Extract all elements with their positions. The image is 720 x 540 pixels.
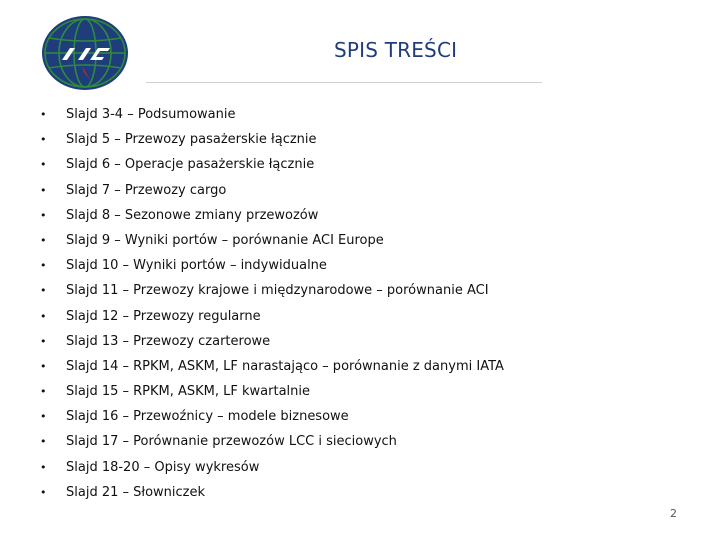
list-item-text: Slajd 12 – Przewozy regularne (66, 308, 261, 324)
bullet-icon: • (40, 460, 47, 474)
bullet-icon: • (40, 183, 47, 197)
list-item-text: Slajd 17 – Porównanie przewozów LCC i sieciowych (66, 434, 397, 450)
list-item-text: Slajd 9 – Wyniki portów – porównanie ACI Europe (66, 232, 384, 248)
bullet-icon: • (40, 233, 47, 247)
list-item-text: Slajd 14 – RPKM, ASKM, LF narastająco – porównanie z danymi IATA (66, 358, 504, 374)
list-item (40, 329, 504, 354)
list-item (40, 480, 504, 505)
list-item-text: Slajd 7 – Przewozy cargo (66, 182, 227, 198)
list-item (40, 429, 504, 454)
table-of-contents (40, 102, 504, 505)
bullet-icon: • (40, 334, 47, 348)
bullet-icon: • (40, 284, 47, 298)
bullet-icon: • (40, 108, 47, 121)
list-item (40, 102, 504, 127)
list-item (40, 379, 504, 404)
bullet-icon: • (40, 359, 47, 373)
list-item (40, 253, 504, 278)
list-item (40, 404, 504, 429)
list-item-text: Slajd 8 – Sezonowe zmiany przewozów (66, 207, 319, 223)
bullet-icon: • (40, 485, 47, 499)
list-item-text: Slajd 15 – RPKM, ASKM, LF kwartalnie (66, 384, 311, 400)
list-item-text: Slajd 11 – Przewozy krajowe i międzynarodowe – porównanie ACI (66, 283, 489, 299)
list-item (40, 354, 504, 379)
list-item-text: Slajd 21 – Słowniczek (66, 484, 206, 500)
page-number: 2 (670, 507, 677, 520)
bullet-icon: • (40, 435, 47, 449)
bullet-icon: • (40, 385, 47, 399)
list-item (40, 228, 504, 253)
bullet-icon: • (40, 410, 47, 424)
bullet-icon: • (40, 208, 47, 222)
ulc-logo-icon (40, 14, 130, 92)
list-item-text: Slajd 13 – Przewozy czarterowe (66, 333, 271, 349)
list-item (40, 278, 504, 303)
list-item (40, 127, 504, 152)
slide-title: SPIS TREŚCI (334, 38, 458, 62)
title-divider (146, 82, 542, 83)
list-item (40, 178, 504, 203)
list-item-text: Slajd 5 – Przewozy pasażerskie łącznie (66, 132, 317, 148)
bullet-icon: • (40, 158, 47, 172)
list-item-text: Slajd 16 – Przewoźnicy – modele biznesowe (66, 409, 349, 425)
bullet-icon: • (40, 309, 47, 323)
list-item-text: Slajd 3-4 – Podsumowanie (66, 107, 236, 122)
list-item-text: Slajd 18-20 – Opisy wykresów (66, 459, 260, 475)
list-item (40, 203, 504, 228)
list-item (40, 455, 504, 480)
bullet-icon: • (40, 259, 47, 273)
bullet-icon: • (40, 133, 47, 147)
list-item (40, 304, 504, 329)
list-item-text: Slajd 6 – Operacje pasażerskie łącznie (66, 157, 315, 173)
list-item (40, 152, 504, 177)
list-item-text: Slajd 10 – Wyniki portów – indywidualne (66, 258, 327, 274)
